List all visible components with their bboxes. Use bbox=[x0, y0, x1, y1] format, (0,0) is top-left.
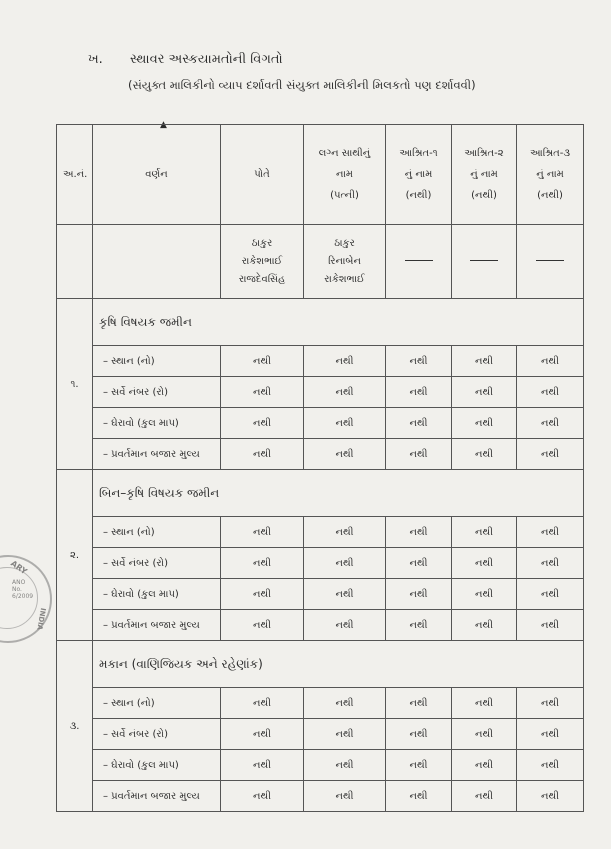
section-title-cell: મકાન (વાણિજિયક અને રહેણાંક) bbox=[93, 641, 584, 688]
row-value: નથી bbox=[517, 688, 584, 719]
table-row bbox=[57, 377, 584, 408]
row-value: નથી bbox=[304, 579, 386, 610]
row-value: નથી bbox=[452, 408, 517, 439]
section-title-cell: બિન–કૃષિ વિષયક જમીન bbox=[93, 470, 584, 517]
row-value: નથી bbox=[386, 377, 452, 408]
row-value: નથી bbox=[386, 579, 452, 610]
row-value: નથી bbox=[304, 548, 386, 579]
table-row bbox=[57, 517, 584, 548]
row-label: – સર્વે નંબર (રો) bbox=[93, 548, 221, 579]
header-self-text: પોતે bbox=[254, 169, 270, 180]
row-value: નથી bbox=[221, 719, 304, 750]
header-dep1-line: (નથી) bbox=[405, 190, 432, 201]
row-label: – સ્થાન (નો) bbox=[93, 517, 221, 548]
header-dep3-line: નું નામ bbox=[536, 169, 564, 180]
row-value: નથી bbox=[517, 719, 584, 750]
header-dep2-line: આશ્રિત-૨ bbox=[464, 148, 504, 159]
names-serial-cell bbox=[57, 225, 93, 299]
header-row bbox=[57, 125, 584, 225]
row-value: નથી bbox=[221, 610, 304, 641]
row-value: નથી bbox=[386, 548, 452, 579]
stamp-text-side: INDIA bbox=[35, 607, 48, 631]
table-row bbox=[57, 408, 584, 439]
row-value: નથી bbox=[517, 548, 584, 579]
table-row bbox=[57, 579, 584, 610]
row-label: – સર્વે નંબર (રો) bbox=[93, 377, 221, 408]
row-value: નથી bbox=[517, 408, 584, 439]
section-serial: ૧. bbox=[57, 299, 93, 470]
row-value: નથી bbox=[221, 750, 304, 781]
header-dep2-line: (નથી) bbox=[471, 190, 497, 201]
row-value: નથી bbox=[452, 377, 517, 408]
row-value: નથી bbox=[304, 517, 386, 548]
name-self-line: ઠાકુર bbox=[251, 237, 273, 249]
notary-stamp bbox=[0, 555, 52, 643]
name-self bbox=[221, 225, 304, 299]
header-self bbox=[221, 125, 304, 225]
header-description bbox=[93, 125, 221, 225]
row-value: નથી bbox=[304, 610, 386, 641]
row-label: – પ્રવર્તમાન બજાર મુલ્ય bbox=[93, 439, 221, 470]
row-value: નથી bbox=[221, 346, 304, 377]
row-value: નથી bbox=[221, 548, 304, 579]
stamp-inner-line: ANO bbox=[12, 579, 26, 586]
section-title: સ્થાવર અસ્કયામતોની વિગતો bbox=[130, 52, 283, 67]
name-self-line: રાજદેવસિંહ bbox=[238, 273, 286, 285]
row-value: નથી bbox=[221, 377, 304, 408]
row-value: નથી bbox=[221, 579, 304, 610]
pen-mark-icon: ▲ bbox=[160, 120, 167, 130]
table-row bbox=[57, 346, 584, 377]
section-serial: ૩. bbox=[57, 641, 93, 812]
row-value: નથી bbox=[452, 346, 517, 377]
row-label: – સર્વે નંબર (રો) bbox=[93, 719, 221, 750]
row-value: નથી bbox=[517, 377, 584, 408]
row-label: – પ્રવર્તમાન બજાર મુલ્ય bbox=[93, 610, 221, 641]
name-spouse-line: ઠાકુર bbox=[334, 237, 355, 249]
row-value: નથી bbox=[221, 408, 304, 439]
row-value: નથી bbox=[517, 439, 584, 470]
header-dep3-line: (નથી) bbox=[537, 190, 563, 201]
row-value: નથી bbox=[221, 517, 304, 548]
row-value: નથી bbox=[221, 439, 304, 470]
table-row bbox=[57, 439, 584, 470]
section-row bbox=[57, 299, 584, 346]
row-value: નથી bbox=[386, 750, 452, 781]
name-dependent-3 bbox=[517, 225, 584, 299]
dash-mark bbox=[536, 260, 564, 261]
name-spouse bbox=[304, 225, 386, 299]
section-row bbox=[57, 470, 584, 517]
row-value: નથી bbox=[304, 719, 386, 750]
section-heading bbox=[88, 52, 283, 67]
row-label: – ઘેરાવો (કુલ માપ) bbox=[93, 408, 221, 439]
header-spouse-line: લગ્ન સાથીનું bbox=[318, 148, 371, 159]
row-label: – સ્થાન (નો) bbox=[93, 346, 221, 377]
section-title-cell: કૃષિ વિષયક જમીન bbox=[93, 299, 584, 346]
section-subheading: (સંયુક્ત માલિકીનો વ્યાપ દર્શાવતી સંયુક્ત માલિકીની મિલકતો પણ દર્શાવવી) bbox=[128, 78, 476, 92]
header-spouse-line: નામ bbox=[336, 169, 353, 180]
stamp-inner-line: No. bbox=[12, 586, 22, 593]
header-dependent-2 bbox=[452, 125, 517, 225]
table-row bbox=[57, 688, 584, 719]
row-value: નથી bbox=[304, 750, 386, 781]
names-row bbox=[57, 225, 584, 299]
row-value: નથી bbox=[386, 688, 452, 719]
row-value: નથી bbox=[517, 750, 584, 781]
name-self-line: રાકેશભાઈ bbox=[241, 255, 283, 267]
row-value: નથી bbox=[304, 377, 386, 408]
stamp-text-inner bbox=[12, 579, 33, 600]
header-dependent-1 bbox=[386, 125, 452, 225]
row-value: નથી bbox=[452, 750, 517, 781]
row-value: નથી bbox=[386, 719, 452, 750]
row-value: નથી bbox=[452, 439, 517, 470]
header-serial bbox=[57, 125, 93, 225]
header-description-text: વર્ણન bbox=[145, 169, 168, 180]
dash-mark bbox=[470, 260, 498, 261]
row-label: – ઘેરાવો (કુલ માપ) bbox=[93, 750, 221, 781]
row-value: નથી bbox=[304, 781, 386, 812]
section-number: ખ. bbox=[88, 52, 103, 67]
name-spouse-line: રાકેશભાઈ bbox=[324, 273, 365, 285]
row-value: નથી bbox=[517, 517, 584, 548]
header-dep1-line: નું નામ bbox=[404, 169, 433, 180]
row-value: નથી bbox=[386, 346, 452, 377]
row-value: નથી bbox=[452, 579, 517, 610]
row-value: નથી bbox=[452, 719, 517, 750]
table-row bbox=[57, 719, 584, 750]
row-value: નથી bbox=[304, 688, 386, 719]
row-value: નથી bbox=[386, 517, 452, 548]
name-dependent-2 bbox=[452, 225, 517, 299]
row-value: નથી bbox=[517, 610, 584, 641]
table-row bbox=[57, 781, 584, 812]
row-value: નથી bbox=[221, 781, 304, 812]
row-value: નથી bbox=[517, 781, 584, 812]
row-value: નથી bbox=[452, 517, 517, 548]
name-spouse-line: રિનાબેન bbox=[328, 255, 361, 267]
stamp-inner-line: 6/2009 bbox=[12, 593, 34, 600]
row-value: નથી bbox=[386, 439, 452, 470]
row-value: નથી bbox=[304, 408, 386, 439]
section-serial: ૨. bbox=[57, 470, 93, 641]
header-serial-text: અ.નં. bbox=[63, 169, 88, 180]
row-value: નથી bbox=[386, 781, 452, 812]
name-dependent-1 bbox=[386, 225, 452, 299]
row-value: નથી bbox=[221, 688, 304, 719]
row-value: નથી bbox=[517, 346, 584, 377]
row-label: – પ્રવર્તમાન બજાર મુલ્ય bbox=[93, 781, 221, 812]
row-value: નથી bbox=[452, 688, 517, 719]
header-spouse-line: (પત્ની) bbox=[330, 190, 359, 201]
row-value: નથી bbox=[304, 439, 386, 470]
row-value: નથી bbox=[386, 408, 452, 439]
row-value: નથી bbox=[452, 610, 517, 641]
section-row bbox=[57, 641, 584, 688]
names-description-cell bbox=[93, 225, 221, 299]
row-value: નથી bbox=[452, 781, 517, 812]
row-label: – ઘેરાવો (કુલ માપ) bbox=[93, 579, 221, 610]
header-spouse bbox=[304, 125, 386, 225]
header-dep3-line: આશ્રિત-૩ bbox=[529, 148, 571, 159]
table-row bbox=[57, 610, 584, 641]
assets-table bbox=[56, 124, 584, 812]
table-row bbox=[57, 750, 584, 781]
row-value: નથી bbox=[517, 579, 584, 610]
stamp-text-top: ARY bbox=[9, 558, 29, 577]
dash-mark bbox=[405, 260, 433, 261]
row-value: નથી bbox=[304, 346, 386, 377]
header-dep1-line: આશ્રિત-૧ bbox=[399, 148, 438, 159]
header-dependent-3 bbox=[517, 125, 584, 225]
table-row bbox=[57, 548, 584, 579]
row-value: નથી bbox=[452, 548, 517, 579]
header-dep2-line: નું નામ bbox=[470, 169, 498, 180]
row-label: – સ્થાન (નો) bbox=[93, 688, 221, 719]
row-value: નથી bbox=[386, 610, 452, 641]
